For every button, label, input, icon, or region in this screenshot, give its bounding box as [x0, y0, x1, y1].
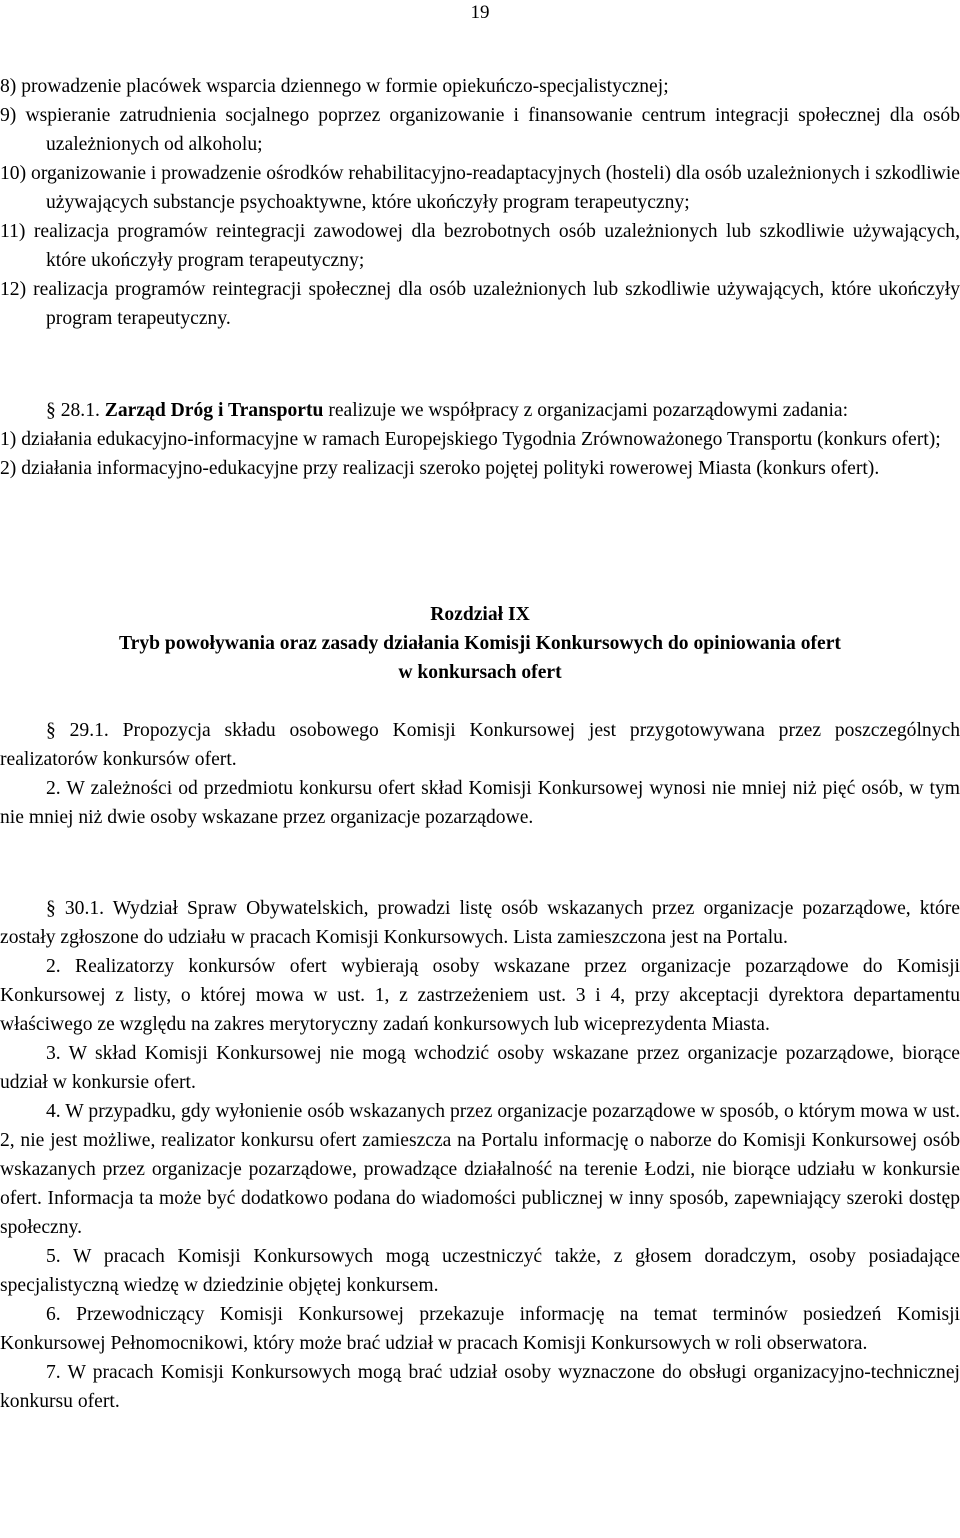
chapter-title-line-1: Tryb powoływania oraz zasady działania Komisji Konkursowych do opiniowania ofert	[119, 633, 841, 654]
list-section	[0, 72, 960, 333]
section-number: 30.1.	[64, 898, 105, 919]
list-item-number: 9)	[0, 105, 17, 126]
list-item-text: realizacja programów reintegracji społecznej dla osób uzależnionych lub szkodliwie używających, które ukończyły program terapeutyczny.	[33, 279, 960, 329]
list-item-number: 2)	[0, 458, 17, 479]
section-sign: §	[46, 898, 56, 919]
section-number: 28.1.	[60, 400, 100, 421]
list-item	[0, 275, 960, 333]
section-30-paragraph: 7. W pracach Komisji Konkursowych mogą brać udział osoby wyznaczone do obsługi organizacyjno-technicznej konkursu ofert.	[0, 1362, 960, 1412]
section-30-paragraph: 5. W pracach Komisji Konkursowych mogą uczestniczyć także, z głosem doradczym, osoby posiadające specjalistyczną wiedzę w dziedzinie objętej konkursem.	[0, 1246, 960, 1296]
section-28	[0, 396, 960, 483]
list-item-text: prowadzenie placówek wsparcia dziennego w formie opiekuńczo-specjalistycznej;	[21, 76, 669, 97]
chapter-heading	[0, 600, 960, 687]
section-29-text: Propozycja składu osobowego Komisji Konkursowej jest przygotowywana przez poszczególnych realizatorów konkursów ofert.	[0, 720, 960, 770]
list-item	[0, 159, 960, 217]
section-30-text: Wydział Spraw Obywatelskich, prowadzi listę osób wskazanych przez organizacje pozarządowe, które zostały zgłoszone do udziału w pracach Komisji Konkursowych. Lista zamieszczona jest na Portalu.	[0, 898, 960, 948]
section-sign: §	[46, 720, 56, 741]
list-item-number: 1)	[0, 429, 17, 450]
page-number: 19	[470, 2, 490, 23]
chapter-label: Rozdział IX	[430, 604, 530, 625]
section-29	[0, 716, 960, 832]
section-30-paragraph: 3. W skład Komisji Konkursowej nie mogą wchodzić osoby wskazane przez organizacje pozarządowe, biorące udział w konkursie ofert.	[0, 1043, 960, 1093]
section-30-paragraph: 6. Przewodniczący Komisji Konkursowej przekazuje informację na temat terminów posiedzeń Komisji Konkursowej Pełnomocnikowi, który może brać udział w pracach Komisji Konkursowych w roli obserwatora.	[0, 1304, 960, 1354]
list-item-number: 11)	[0, 221, 26, 242]
section-28-text: realizuje we współpracy z organizacjami pozarządowymi zadania:	[328, 400, 849, 421]
list-item-number: 8)	[0, 76, 17, 97]
list-item-text: działania informacyjno-edukacyjne przy realizacji szeroko pojętej polityki rowerowej Miasta (konkurs ofert).	[21, 458, 880, 479]
section-number: 29.1.	[69, 720, 109, 741]
list-item	[0, 454, 960, 483]
list-item	[0, 425, 960, 454]
section-30-paragraph: 4. W przypadku, gdy wyłonienie osób wskazanych przez organizacje pozarządowe w sposób, o którym mowa w ust. 2, nie jest możliwe, realizator konkursu ofert zamieszcza na Portalu informację o naborze do Komisji Konkursowej osób wskazanych przez organizacje pozarządowe, prowadzące działalność na terenie Łodzi, nie biorące udziału w konkursie ofert. Informacja ta może być dodatkowo podana do wiadomości publicznej w inny sposób, zapewniający szeroki dostęp społeczny.	[0, 1101, 960, 1238]
list-item	[0, 72, 960, 101]
list-item-text: wspieranie zatrudnienia socjalnego poprzez organizowanie i finansowanie centrum integracji społecznej dla osób uzależnionych od alkoholu;	[25, 105, 960, 155]
section-30-paragraph-1	[0, 894, 960, 952]
list-item-text: realizacja programów reintegracji zawodowej dla bezrobotnych osób uzależnionych lub szkodliwie używających, które ukończyły program terapeutyczny;	[33, 221, 960, 271]
list-item	[0, 217, 960, 275]
chapter-title-line-2: w konkursach ofert	[398, 662, 562, 683]
section-30-paragraph: 2. Realizatorzy konkursów ofert wybierają osoby wskazane przez organizacje pozarządowe do Komisji Konkursowej z listy, o której mowa w ust. 1, z zastrzeżeniem ust. 3 i 4, przy akceptacji dyrektora departamentu właściwego ze względu na zakres merytoryczny zadań konkursowych lub wiceprezydenta Miasta.	[0, 956, 960, 1035]
section-28-subject: Zarząd Dróg i Transportu	[104, 400, 324, 421]
list-item	[0, 101, 960, 159]
section-28-intro	[0, 396, 960, 425]
list-item-text: działania edukacyjno-informacyjne w ramach Europejskiego Tygodnia Zrównoważonego Transportu (konkurs ofert);	[21, 429, 941, 450]
section-29-paragraph-1	[0, 716, 960, 774]
list-item-number: 10)	[0, 163, 27, 184]
section-30	[0, 894, 960, 1416]
section-sign: §	[46, 400, 56, 421]
section-29-paragraph-2: 2. W zależności od przedmiotu konkursu ofert skład Komisji Konkursowej wynosi nie mniej niż pięć osób, w tym nie mniej niż dwie osoby wskazane przez organizacje pozarządowe.	[0, 778, 960, 828]
list-item-number: 12)	[0, 279, 27, 300]
list-item-text: organizowanie i prowadzenie ośrodków rehabilitacyjno-readaptacyjnych (hosteli) dla osób uzależnionych i szkodliwie używających substancje psychoaktywne, które ukończyły program terapeutyczny;	[31, 163, 960, 213]
